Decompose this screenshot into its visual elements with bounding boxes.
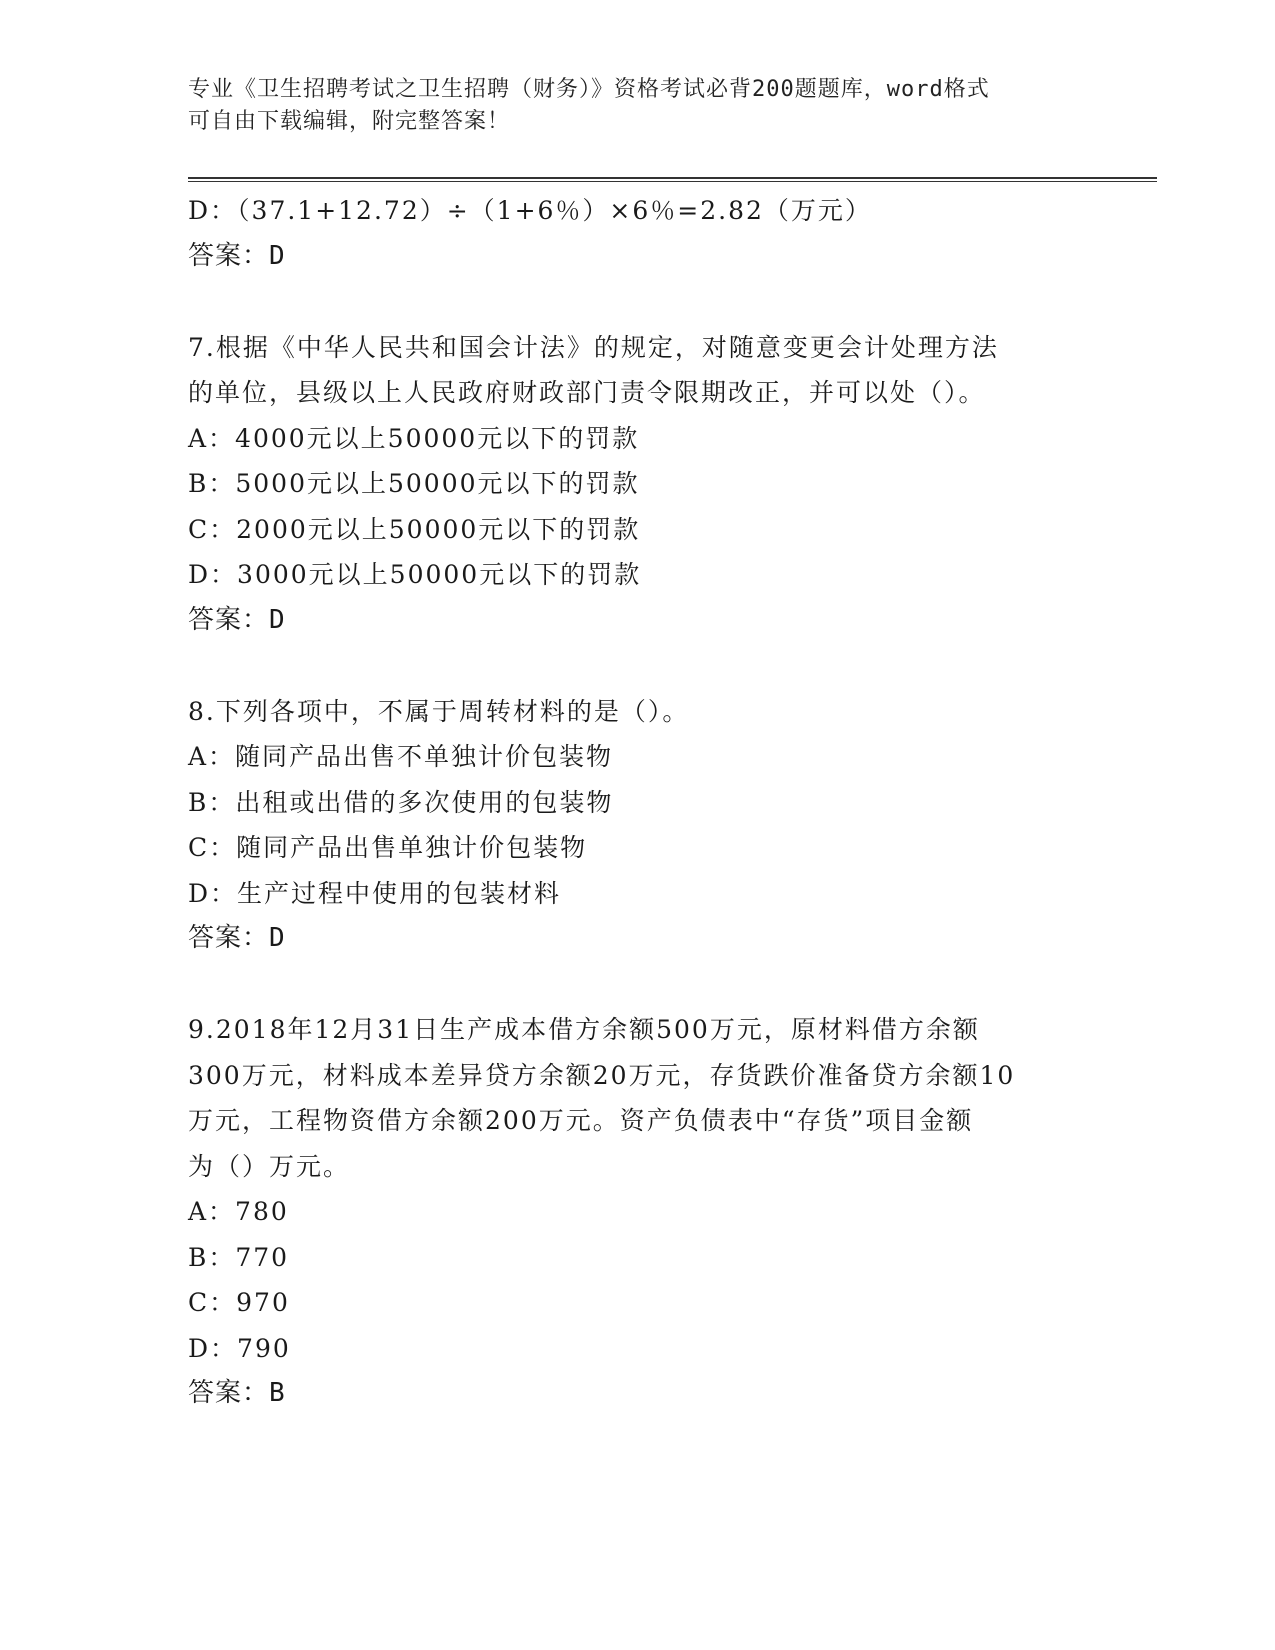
answer-label: 答案：D (188, 923, 286, 953)
question-8 (188, 689, 1088, 962)
option-b: B：5000元以上50000元以下的罚款 (188, 469, 640, 498)
spacer (188, 643, 1088, 689)
fragment-option-d: D：（37.1+12.72）÷（1+6％）×6％=2.82（万元） (188, 196, 872, 225)
document-header (188, 74, 1088, 138)
question-stem-line: 7.根据《中华人民共和国会计法》的规定，对随意变更会计处理方法 (188, 332, 999, 362)
spacer (188, 279, 1088, 325)
question-7 (188, 325, 1088, 644)
header-title-line-1: 专业《卫生招聘考试之卫生招聘（财务）》资格考试必背200题题库，word格式 (188, 77, 990, 102)
answer-label: 答案：D (188, 604, 286, 635)
question-stem-line: 8.下列各项中，不属于周转材料的是（）。 (188, 696, 690, 726)
option-a: A：780 (188, 1197, 289, 1226)
option-b: B：770 (188, 1242, 290, 1272)
header-divider (188, 177, 1157, 182)
question-stem-line: 9.2018年12月31日生产成本借方余额500万元，原材料借方余额 (188, 1015, 980, 1044)
option-c: C：2000元以上50000元以下的罚款 (188, 514, 641, 544)
option-d: D：790 (188, 1333, 291, 1363)
question-stem-line: 为（）万元。 (188, 1151, 351, 1181)
option-c: C：970 (188, 1288, 290, 1317)
question-stem-line: 万元，工程物资借方余额200万元。资产负债表中“存货”项目金额 (188, 1106, 974, 1135)
header-title-line-2: 可自由下载编辑，附完整答案！ (188, 109, 511, 134)
option-b: B：出租或出借的多次使用的包装物 (188, 787, 614, 817)
question-9 (188, 1007, 1088, 1417)
option-a: A：随同产品出售不单独计价包装物 (188, 742, 614, 771)
question-stem-line: 300万元，材料成本差异贷方余额20万元，存货跌价准备贷方余额10 (188, 1060, 1016, 1090)
option-a: A：4000元以上50000元以下的罚款 (188, 423, 640, 453)
option-d: D：生产过程中使用的包装材料 (188, 878, 562, 908)
option-c: C：随同产品出售单独计价包装物 (188, 833, 588, 862)
document-body (188, 188, 1088, 1417)
answer-label: 答案：B (188, 1378, 286, 1408)
option-d: D：3000元以上50000元以下的罚款 (188, 560, 642, 589)
question-stem-line: 的单位，县级以上人民政府财政部门责令限期改正，并可以处（）。 (188, 378, 986, 407)
fragment-answer: 答案：D (188, 240, 286, 271)
spacer (188, 962, 1088, 1008)
